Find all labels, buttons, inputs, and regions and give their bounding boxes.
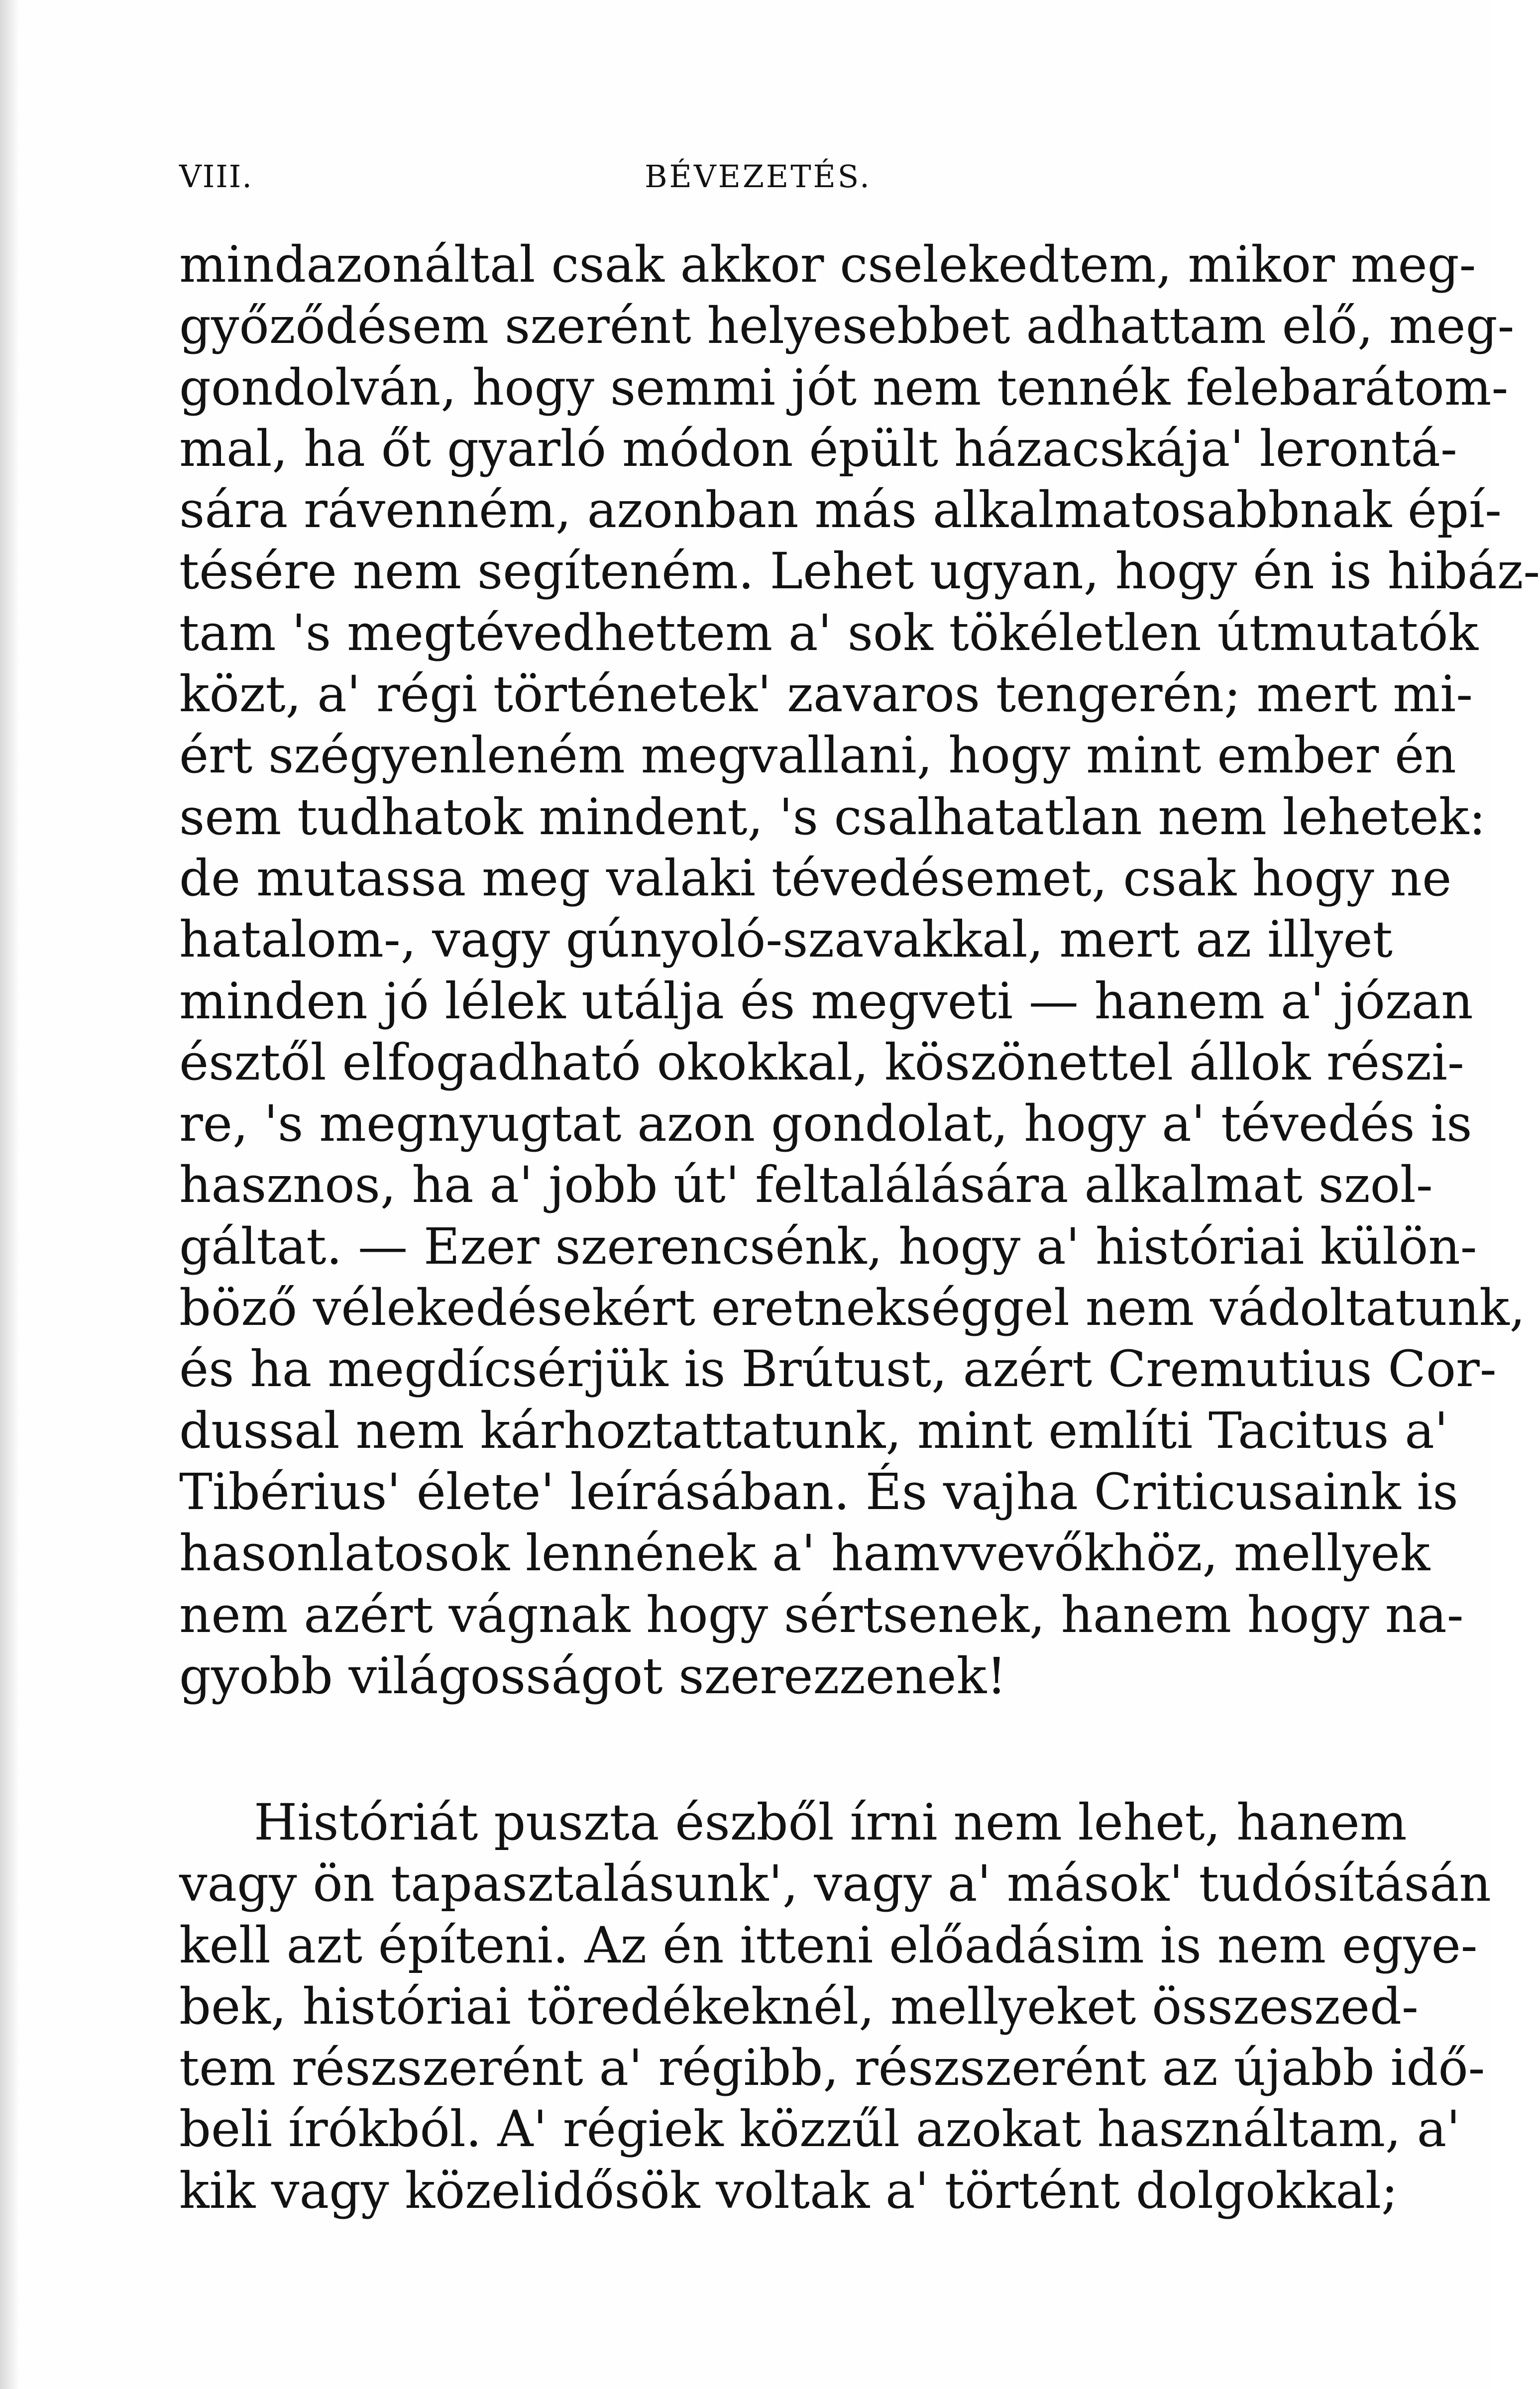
text-line: és ha megdícsérjük is Brútust, azért Cremutius Cor- — [179, 1340, 1497, 1399]
paragraph-1 — [179, 234, 1540, 1707]
text-line: észtől elfogadható okokkal, köszönettel állok részi- — [179, 1033, 1464, 1091]
text-line: vagy ön tapasztalásunk', vagy a' mások' tudósításán — [179, 1854, 1491, 1913]
text-line: bek, históriai töredékeknél, mellyeket összeszed- — [179, 1977, 1419, 2036]
paragraph-2 — [179, 1792, 1491, 2221]
text-line: hasonlatosok lennének a' hamvvevőkhöz, mellyek — [179, 1524, 1430, 1583]
text-line: Históriát puszta észből írni nem lehet, hanem — [254, 1793, 1407, 1851]
running-header — [179, 158, 1329, 203]
text-line: hatalom-, vagy gúnyoló-szavakkal, mert az illyet — [179, 910, 1393, 969]
text-line: gyobb világosságot szerezzenek! — [179, 1646, 1007, 1705]
text-line: kik vagy közelidősök voltak a' történt dolgokkal; — [179, 2161, 1398, 2220]
page-number: VIII. — [179, 158, 253, 195]
running-title: BÉVEZETÉS. — [645, 158, 872, 195]
text-line: kell azt építeni. Az én itteni előadásim is nem egye- — [179, 1916, 1478, 1974]
text-line: Tibérius' élete' leírásában. És vajha Criticusaink is — [179, 1462, 1458, 1521]
text-line: beli írókból. A' régiek közzűl azokat használtam, a' — [179, 2100, 1460, 2159]
text-line: sára rávenném, azonban más alkalmatosabbnak épí- — [179, 481, 1502, 540]
text-line: de mutassa meg valaki tévedésemet, csak hogy ne — [179, 849, 1452, 907]
text-line: minden jó lélek utálja és megveti — hanem a' józan — [179, 972, 1473, 1030]
text-line: sem tudhatok mindent, 's csalhatatlan nem lehetek: — [179, 787, 1486, 846]
text-line: ért szégyenleném megvallani, hogy mint ember én — [179, 726, 1456, 785]
text-line: tésére nem segíteném. Lehet ugyan, hogy én is hibáz- — [179, 542, 1540, 601]
text-line: győződésem szerént helyesebbet adhattam elő, meg- — [179, 297, 1515, 355]
text-line: hasznos, ha a' jobb út' feltalálására alkalmat szol- — [179, 1156, 1433, 1214]
text-line: mindazonáltal csak akkor cselekedtem, mikor meg- — [179, 235, 1476, 294]
text-line: nem azért vágnak hogy sértsenek, hanem hogy na- — [179, 1585, 1464, 1644]
text-line: gondolván, hogy semmi jót nem tennék felebarátom- — [179, 358, 1509, 417]
text-line: tam 's megtévedhettem a' sok tökéletlen útmutatók — [179, 603, 1479, 662]
text-line: böző vélekedésekért eretnekséggel nem vádoltatunk, — [179, 1279, 1526, 1337]
text-line: mal, ha őt gyarló módon épült házacskája' lerontá- — [179, 419, 1457, 478]
page-edge-shadow — [0, 0, 20, 2389]
text-line: közt, a' régi történetek' zavaros tengerén; mert mi- — [179, 665, 1473, 724]
text-line: tem részszerént a' régibb, részszerént az újabb idő- — [179, 2039, 1485, 2097]
text-line: re, 's megnyugtat azon gondolat, hogy a' tévedés is — [179, 1094, 1472, 1153]
text-line: dussal nem kárhoztattatunk, mint említi Tacitus a' — [179, 1401, 1448, 1460]
text-line: gáltat. — Ezer szerencsénk, hogy a' históriai külön- — [179, 1217, 1477, 1276]
